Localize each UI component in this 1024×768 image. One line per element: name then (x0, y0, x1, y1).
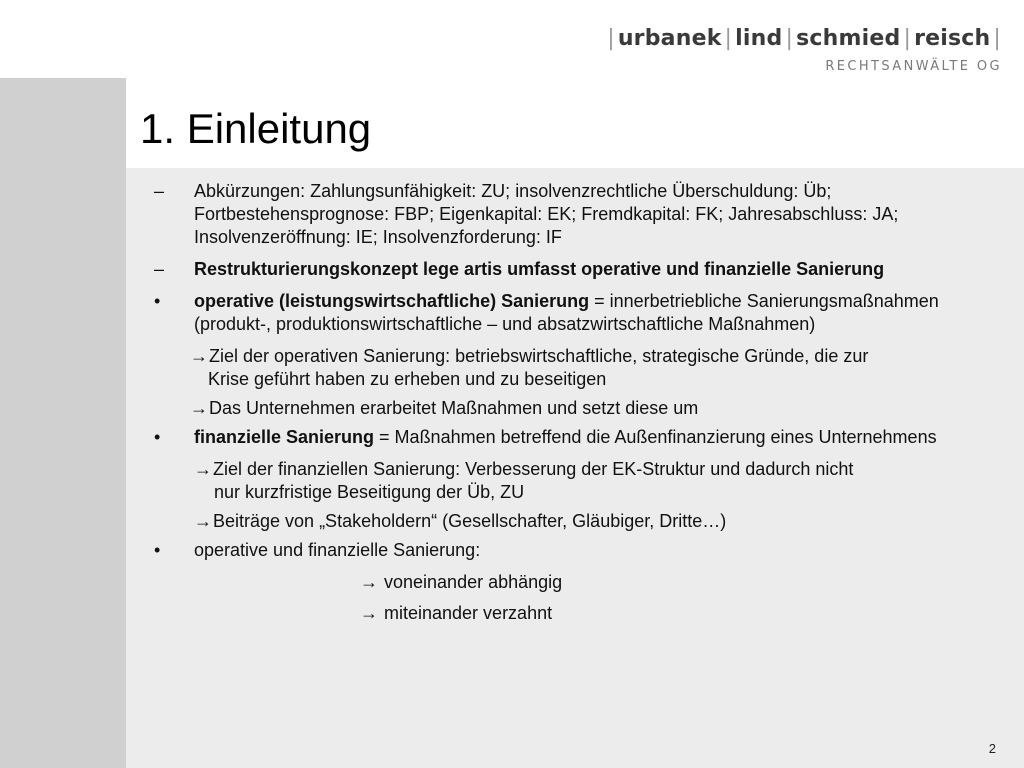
bullet-combined-sanierung (140, 539, 1020, 562)
sub-bullet-text: miteinander verzahnt (379, 603, 553, 623)
logo-separator: | (785, 26, 794, 51)
arrow-right-icon: → (194, 511, 212, 531)
bullet-abbreviations (140, 180, 1020, 249)
logo-separator: | (607, 26, 615, 51)
bullet-text: = Maßnahmen betreffend die Außenfinanzierung eines Unternehmens (374, 427, 937, 447)
logo-firm-4: reisch (914, 26, 991, 51)
bullet-text: Restrukturierungskonzept lege artis umfasst operative und finanzielle Sanierung (194, 259, 885, 279)
sub-bullet-text-line1: Ziel der operativen Sanierung: betriebswirtschaftliche, strategische Gründe, die zur (209, 346, 869, 366)
slide-title: 1. Einleitung (140, 105, 372, 152)
sub-bullet-operative-goal (140, 345, 1020, 391)
logo-firm-names (604, 26, 1004, 51)
sub-bullet-interlinked (140, 602, 1020, 625)
sub-bullet-text: Beiträge von „Stakeholdern“ (Gesellschafter, Gläubiger, Dritte…) (213, 511, 727, 531)
logo-separator: | (724, 26, 733, 51)
page-number: 2 (988, 741, 996, 756)
logo-separator: | (903, 26, 912, 51)
sub-bullet-text: voneinander abhängig (379, 572, 563, 592)
bullet-dot-marker: • (154, 291, 161, 311)
sub-bullet-text-line2: Krise geführt haben zu erheben und zu beseitigen (208, 369, 607, 389)
bullet-text: operative und finanzielle Sanierung: (194, 540, 481, 560)
logo-firm-1: urbanek (617, 26, 722, 51)
sub-bullet-text-line2: nur kurzfristige Beseitigung der Üb, ZU (214, 482, 525, 502)
arrow-right-icon: → (360, 603, 378, 623)
logo-firm-2: lind (735, 26, 783, 51)
logo-separator: | (993, 26, 1001, 51)
arrow-right-icon: → (190, 398, 208, 418)
bullet-operative-sanierung (140, 290, 1020, 336)
bullet-text: Abkürzungen: Zahlungsunfähigkeit: ZU; insolvenzrechtliche Überschuldung: Üb; Fortbestehensprognose: FBP; Eigenkapital: EK; Fremdkapital: FK; Jahresabschluss: JA; Insolvenzeröffnung: IE; Insolvenzforderung: IF (194, 181, 899, 247)
sub-bullet-financial-goal (140, 458, 1020, 504)
firm-logo (604, 26, 1004, 74)
sub-bullet-interdependent (140, 571, 1020, 594)
bullet-list (140, 180, 1020, 633)
logo-subtitle: RECHTSANWÄLTE OG (825, 59, 1002, 74)
sub-bullet-text: Das Unternehmen erarbeitet Maßnahmen und setzt diese um (209, 398, 699, 418)
bullet-bold-term: operative (leistungswirtschaftliche) Sanierung (194, 291, 590, 311)
logo-firm-3: schmied (796, 26, 901, 51)
sub-bullet-text-line1: Ziel der finanziellen Sanierung: Verbesserung der EK-Struktur und dadurch nicht (213, 459, 854, 479)
bullet-dot-marker: • (154, 427, 161, 447)
bullet-finanzielle-sanierung (140, 426, 1020, 449)
arrow-right-icon: → (360, 572, 378, 592)
sub-bullet-company-measures (140, 397, 1020, 420)
dash-marker: – (154, 181, 165, 201)
bullet-dot-marker: • (154, 540, 161, 560)
arrow-right-icon: → (190, 346, 208, 366)
bullet-bold-term: finanzielle Sanierung (194, 427, 375, 447)
left-decorative-bar (0, 78, 126, 768)
sub-bullet-stakeholder-contributions (140, 510, 1020, 533)
arrow-right-icon: → (194, 459, 212, 479)
dash-marker: – (154, 259, 165, 279)
bullet-restructuring-concept (140, 258, 1020, 281)
bullet-text: = innerbetriebliche Sanierungsmaßnahmen (produkt-, produktionswirtschaftliche – und absatzwirtschaftliche Maßnahmen) (194, 291, 939, 334)
